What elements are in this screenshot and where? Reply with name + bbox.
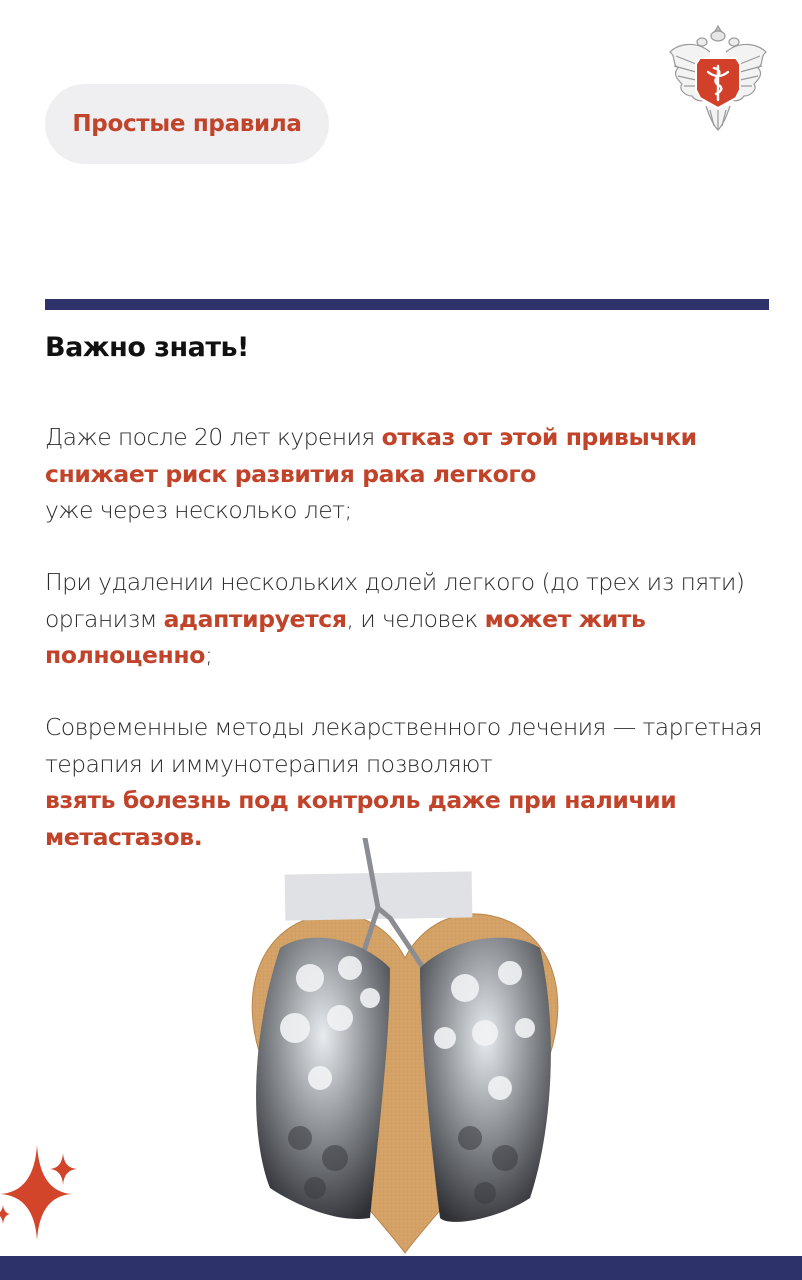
section-heading: Важно знать! [45, 332, 249, 363]
sparkles-icon [0, 1140, 90, 1240]
ministry-emblem-icon [666, 22, 770, 134]
fact-2-highlight-live: может жить полноценно [45, 604, 646, 669]
fact-paragraph-1 [45, 419, 765, 529]
fact-3-highlight: взять болезнь под контроль даже при наличии метастазов. [45, 786, 677, 851]
fact-paragraph-3 [45, 709, 765, 855]
fact-2-text: При удалении нескольких долей легкого (до трех из пяти) организм [45, 568, 745, 633]
footer-bar [0, 1256, 802, 1280]
fact-3-text: Современные методы лекарственного лечения — таргетная терапия и иммунотерапия позволяют [45, 713, 762, 778]
lilac-lungs-heart-illustration [240, 838, 570, 1258]
category-pill [45, 84, 329, 164]
fact-2-text-end: ; [204, 641, 213, 669]
fact-2-highlight-adapts: адаптируется [163, 604, 347, 633]
fact-1-text: Даже после 20 лет курения [45, 423, 382, 451]
section-divider [45, 299, 769, 310]
fact-paragraph-2 [45, 564, 765, 674]
category-pill-label: Простые правила [72, 111, 302, 137]
fact-1-text-end: уже через несколько лет; [45, 496, 352, 524]
fact-2-text-mid: , и человек [346, 604, 485, 633]
fact-1-highlight: отказ от этой привычки снижает риск развития рака легкого [45, 423, 697, 488]
